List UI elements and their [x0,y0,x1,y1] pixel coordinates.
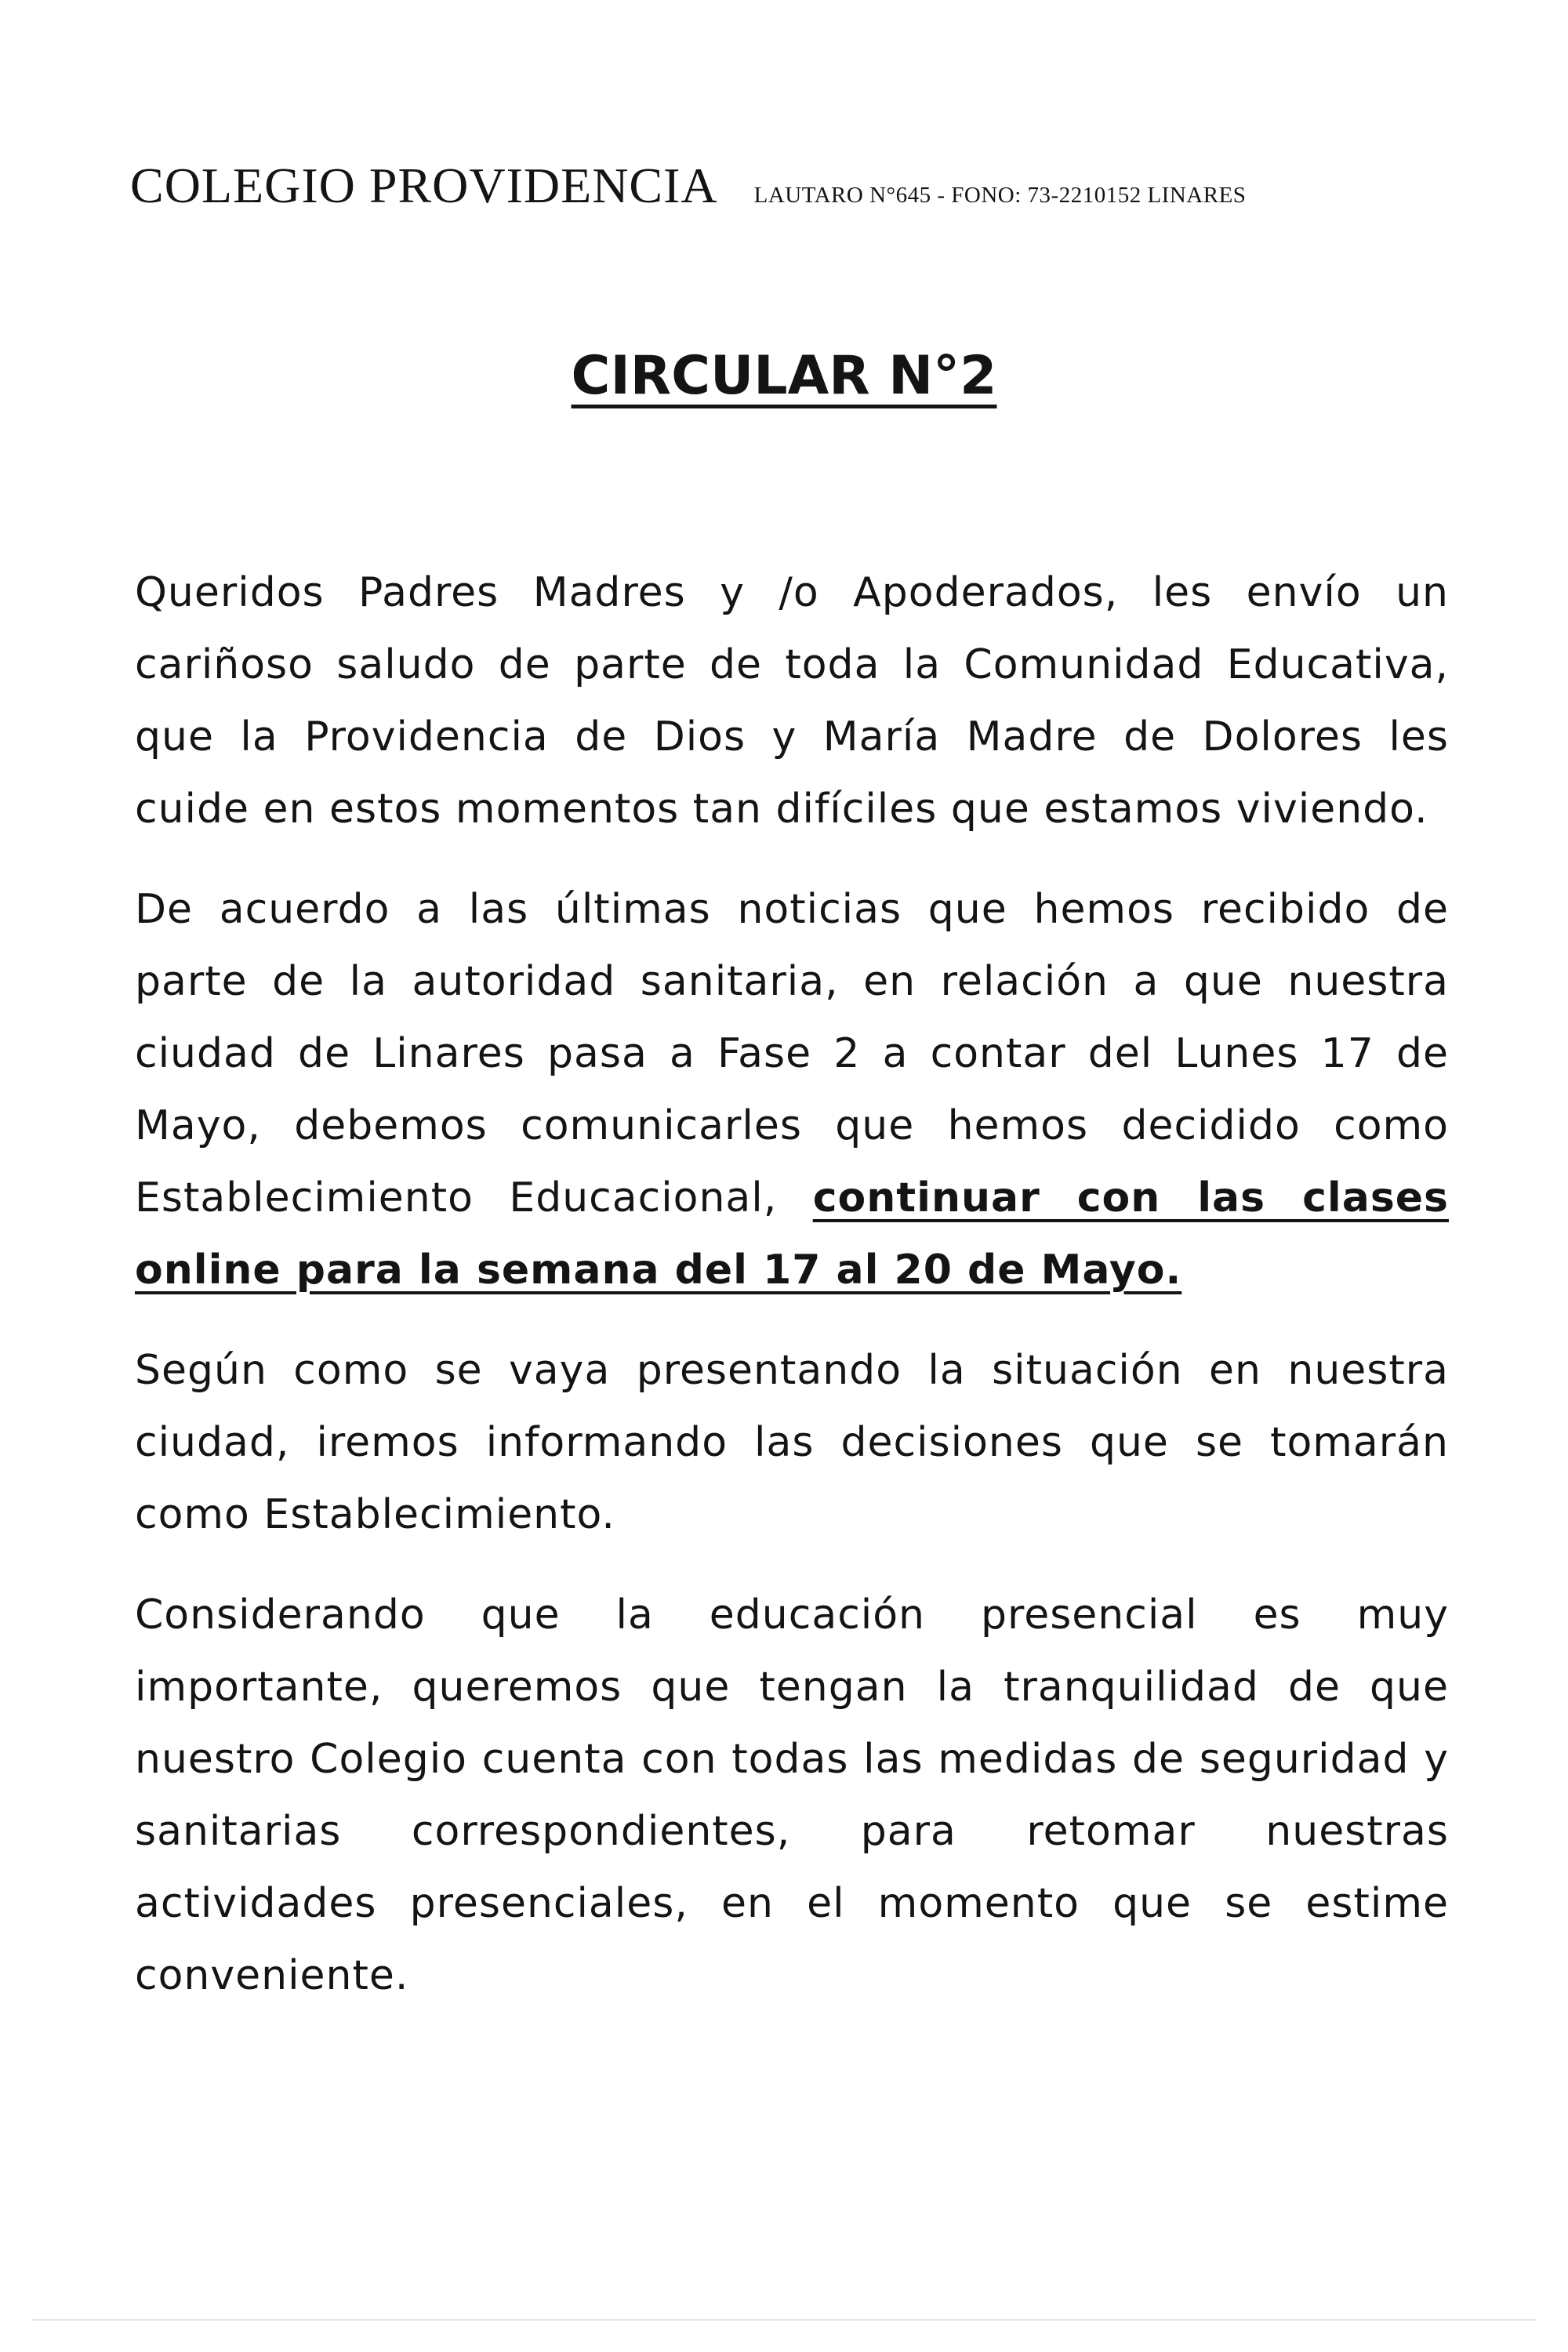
paragraph-announcement [135,873,1449,1306]
page-bottom-edge [31,2319,1537,2321]
paragraph-greeting: Queridos Padres Madres y /o Apoderados, les envío un cariñoso saludo de parte de toda la Comunidad Educativa, que la Providencia de Dios y María Madre de Dolores les cuide en estos momentos tan difíciles que estamos viviendo. [135,569,1449,833]
school-name: COLEGIO PROVIDENCIA [130,158,718,213]
announcement-emphasis: continuar con las clases online para la semana del 17 al 20 de Mayo. [135,1174,1449,1294]
letter-body [135,557,1449,2040]
circular-title: CIRCULAR N°2 [571,345,997,407]
paragraph-safety: Considerando que la educación presencial es muy importante, queremos que tengan la tranquilidad de que nuestro Colegio cuenta con todas las medidas de seguridad y sanitarias correspondientes, para retomar nuestras actividades presenciales, en el momento que se estime conveniente. [135,1592,1449,1999]
paragraph-updates: Según como se vaya presentando la situación en nuestra ciudad, iremos informando las decisiones que se tomarán como Establecimiento. [135,1347,1449,1538]
school-address-phone: LAUTARO N°645 - FONO: 73-2210152 LINARES [753,183,1247,208]
letterhead [130,157,1447,215]
announcement-text: De acuerdo a las últimas noticias que hemos recibido de parte de la autoridad sanitaria, en relación a que nuestra ciudad de Linares pasa a Fase 2 a contar del Lunes 17 de Mayo, debemos comunicarles que hemos decidido como Establecimiento Educacional, [135,886,1449,1221]
circular-title-block [0,345,1568,407]
